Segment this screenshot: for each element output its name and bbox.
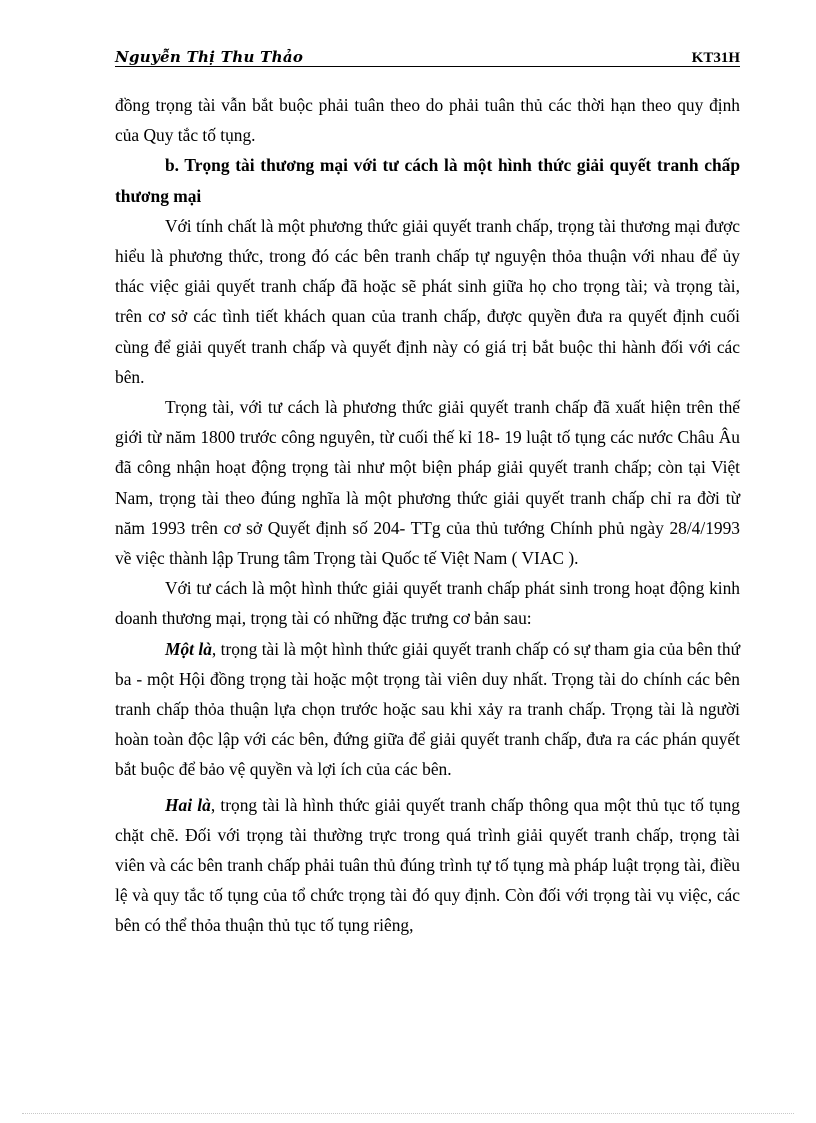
paragraph-history: Trọng tài, với tư cách là phương thức giải quyết tranh chấp đã xuất hiện trên thế giới từ năm 1800 trước công nguyên, từ cuối thế kỉ 18- 19 luật tố tụng các nước Châu Âu đã công nhận hoạt động trọng tài như một biện pháp giải quyết tranh chấp; còn tại Việt Nam, trọng tài theo đúng nghĩa là một phương thức giải quyết tranh chấp chỉ ra đời từ năm 1993 trên cơ sở Quyết định số 204- TTg của thủ tướng Chính phủ ngày 28/4/1993 về việc thành lập Trung tâm Trọng tài Quốc tế Việt Nam ( VIAC ).: [115, 397, 740, 569]
second-characteristic-lead: Hai là: [165, 794, 211, 815]
header-class-code: KT31H: [691, 50, 740, 66]
first-characteristic-text: , trọng tài là một hình thức giải quyết tranh chấp có sự tham gia của bên thứ ba - một Hội đồng trọng tài hoặc một trọng tài viên duy nhất. Trọng tài do chính các bên tranh chấp thỏa thuận lựa chọn trước hoặc sau khi xảy ra tranh chấp. Trọng tài là người hoàn toàn độc lập với các bên, đứng giữa để giải quyết tranh chấp, đưa ra các phán quyết bắt buộc để bảo vệ quyền và lợi ích của các bên.: [115, 638, 741, 780]
header-author: Nguyễn Thị Thu Thảo: [115, 48, 304, 66]
first-characteristic-lead: Một là: [165, 638, 212, 659]
page-header: [115, 44, 740, 67]
paragraph-definition: Với tính chất là một phương thức giải quyết tranh chấp, trọng tài thương mại được hiểu là phương thức, trong đó các bên tranh chấp tự nguyện thỏa thuận với nhau để ủy thác việc giải quyết tranh chấp đã hoặc sẽ phát sinh giữa họ cho trọng tài; và trọng tài, trên cơ sở các tình tiết khách quan của tranh chấp, được quyền đưa ra quyết định cuối cùng để giải quyết tranh chấp và quyết định này có giá trị bắt buộc thi hành đối với các bên.: [115, 215, 740, 387]
section-heading: b. Trọng tài thương mại với tư cách là một hình thức giải quyết tranh chấp thương mại: [115, 155, 740, 206]
page-bottom-divider: [22, 1113, 794, 1114]
paragraph-second-characteristic: [115, 790, 740, 941]
document-body: [115, 90, 740, 941]
paragraph-characteristics-intro: Với tư cách là một hình thức giải quyết tranh chấp phát sinh trong hoạt động kinh doanh thương mại, trọng tài có những đặc trưng cơ bản sau:: [115, 578, 740, 629]
paragraph-first-characteristic: [115, 634, 740, 785]
second-characteristic-text: , trọng tài là hình thức giải quyết tranh chấp thông qua một thủ tục tố tụng chặt chẽ. Đối với trọng tài thường trực trong quá trình giải quyết tranh chấp, trọng tài viên và các bên tranh chấp phải tuân thủ đúng trình tự tố tụng mà pháp luật trọng tài, điều lệ và quy tắc tố tụng của tổ chức trọng tài đó quy định. Còn đối với trọng tài vụ việc, các bên có thể thỏa thuận thủ tục tố tụng riêng,: [115, 794, 740, 936]
paragraph-continuation: đồng trọng tài vẫn bắt buộc phải tuân theo do phải tuân thủ các thời hạn theo quy định của Quy tắc tố tụng.: [115, 95, 740, 146]
